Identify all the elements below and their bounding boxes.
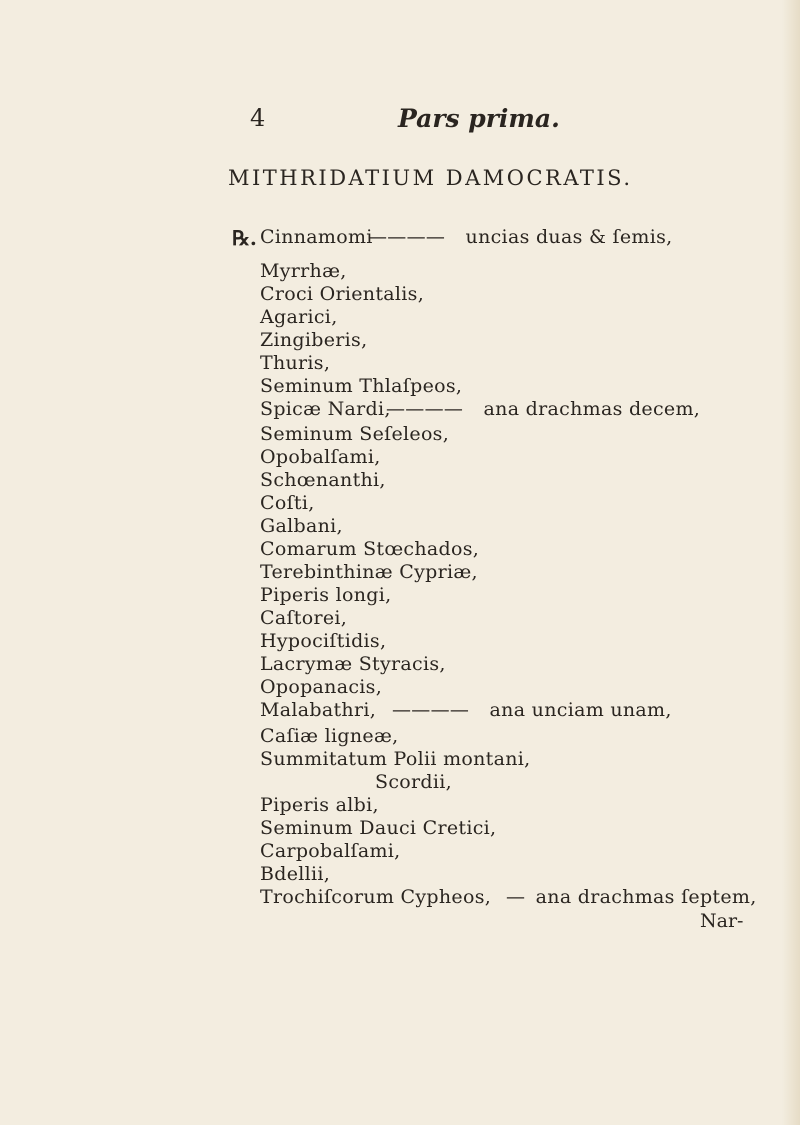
- ingredient-line: Thuris,: [260, 352, 331, 374]
- catchword: Nar-: [700, 910, 744, 932]
- dash: ————: [386, 398, 464, 420]
- section-title: MITHRIDATIUM DAMOCRATIS.: [228, 166, 633, 190]
- quantity-text: ana unciam unam,: [489, 699, 672, 721]
- ingredient-line: Galbani,: [260, 515, 343, 537]
- ingredient-line: Carpobalſami,: [260, 840, 401, 862]
- quantity-text: ana drachmas decem,: [483, 398, 701, 420]
- ingredient-line: Terebinthinæ Cypriæ,: [260, 561, 478, 583]
- page-number: 4: [250, 104, 266, 132]
- quantity-line: [392, 699, 672, 721]
- ingredient-line: Caſiæ ligneæ,: [260, 725, 399, 747]
- ingredient-line: Caſtorei,: [260, 607, 348, 629]
- ingredient-line: Scordii,: [375, 771, 452, 793]
- ingredient-line: Trochiſcorum Cypheos,: [260, 886, 492, 908]
- ingredient-line: Croci Orientalis,: [260, 283, 425, 305]
- ingredient-line: Agarici,: [260, 306, 338, 328]
- running-title: Pars prima.: [398, 104, 560, 133]
- ingredient-line: Schœnanthi,: [260, 469, 386, 491]
- dash: ————: [392, 699, 470, 721]
- recipe-symbol: ℞.: [232, 226, 257, 250]
- ingredient-line: Bdellii,: [260, 863, 331, 885]
- ingredient-line: Piperis albi,: [260, 794, 379, 816]
- ingredient-line: Coſti,: [260, 492, 315, 514]
- ingredient-line: Zingiberis,: [260, 329, 368, 351]
- ingredient-line: Lacrymæ Styracis,: [260, 653, 446, 675]
- ingredient-line: Cinnamomi: [260, 226, 373, 248]
- quantity-line: [506, 886, 757, 908]
- page-edge: [782, 0, 800, 1125]
- dash: ————: [368, 226, 446, 248]
- ingredient-line: Seminum Dauci Cretici,: [260, 817, 497, 839]
- dash: —: [506, 886, 526, 908]
- ingredient-line: Piperis longi,: [260, 584, 392, 606]
- ingredient-line: Opobalſami,: [260, 446, 381, 468]
- quantity-line: [368, 226, 673, 248]
- ingredient-line: Hypociſtidis,: [260, 630, 387, 652]
- page-header: [0, 104, 800, 144]
- quantity-text: uncias duas & ſemis,: [465, 226, 673, 248]
- quantity-line: [386, 398, 700, 420]
- ingredient-line: Summitatum Polii montani,: [260, 748, 531, 770]
- quantity-text: ana drachmas ſeptem,: [535, 886, 757, 908]
- ingredient-line: Seminum Thlaſpeos,: [260, 375, 463, 397]
- ingredient-line: Myrrhæ,: [260, 260, 347, 282]
- ingredient-line: Comarum Stœchados,: [260, 538, 480, 560]
- ingredient-line: Seminum Seſeleos,: [260, 423, 450, 445]
- ingredient-line: Malabathri,: [260, 699, 377, 721]
- ingredient-line: Opopanacis,: [260, 676, 383, 698]
- ingredient-line: Spicæ Nardi,: [260, 398, 391, 420]
